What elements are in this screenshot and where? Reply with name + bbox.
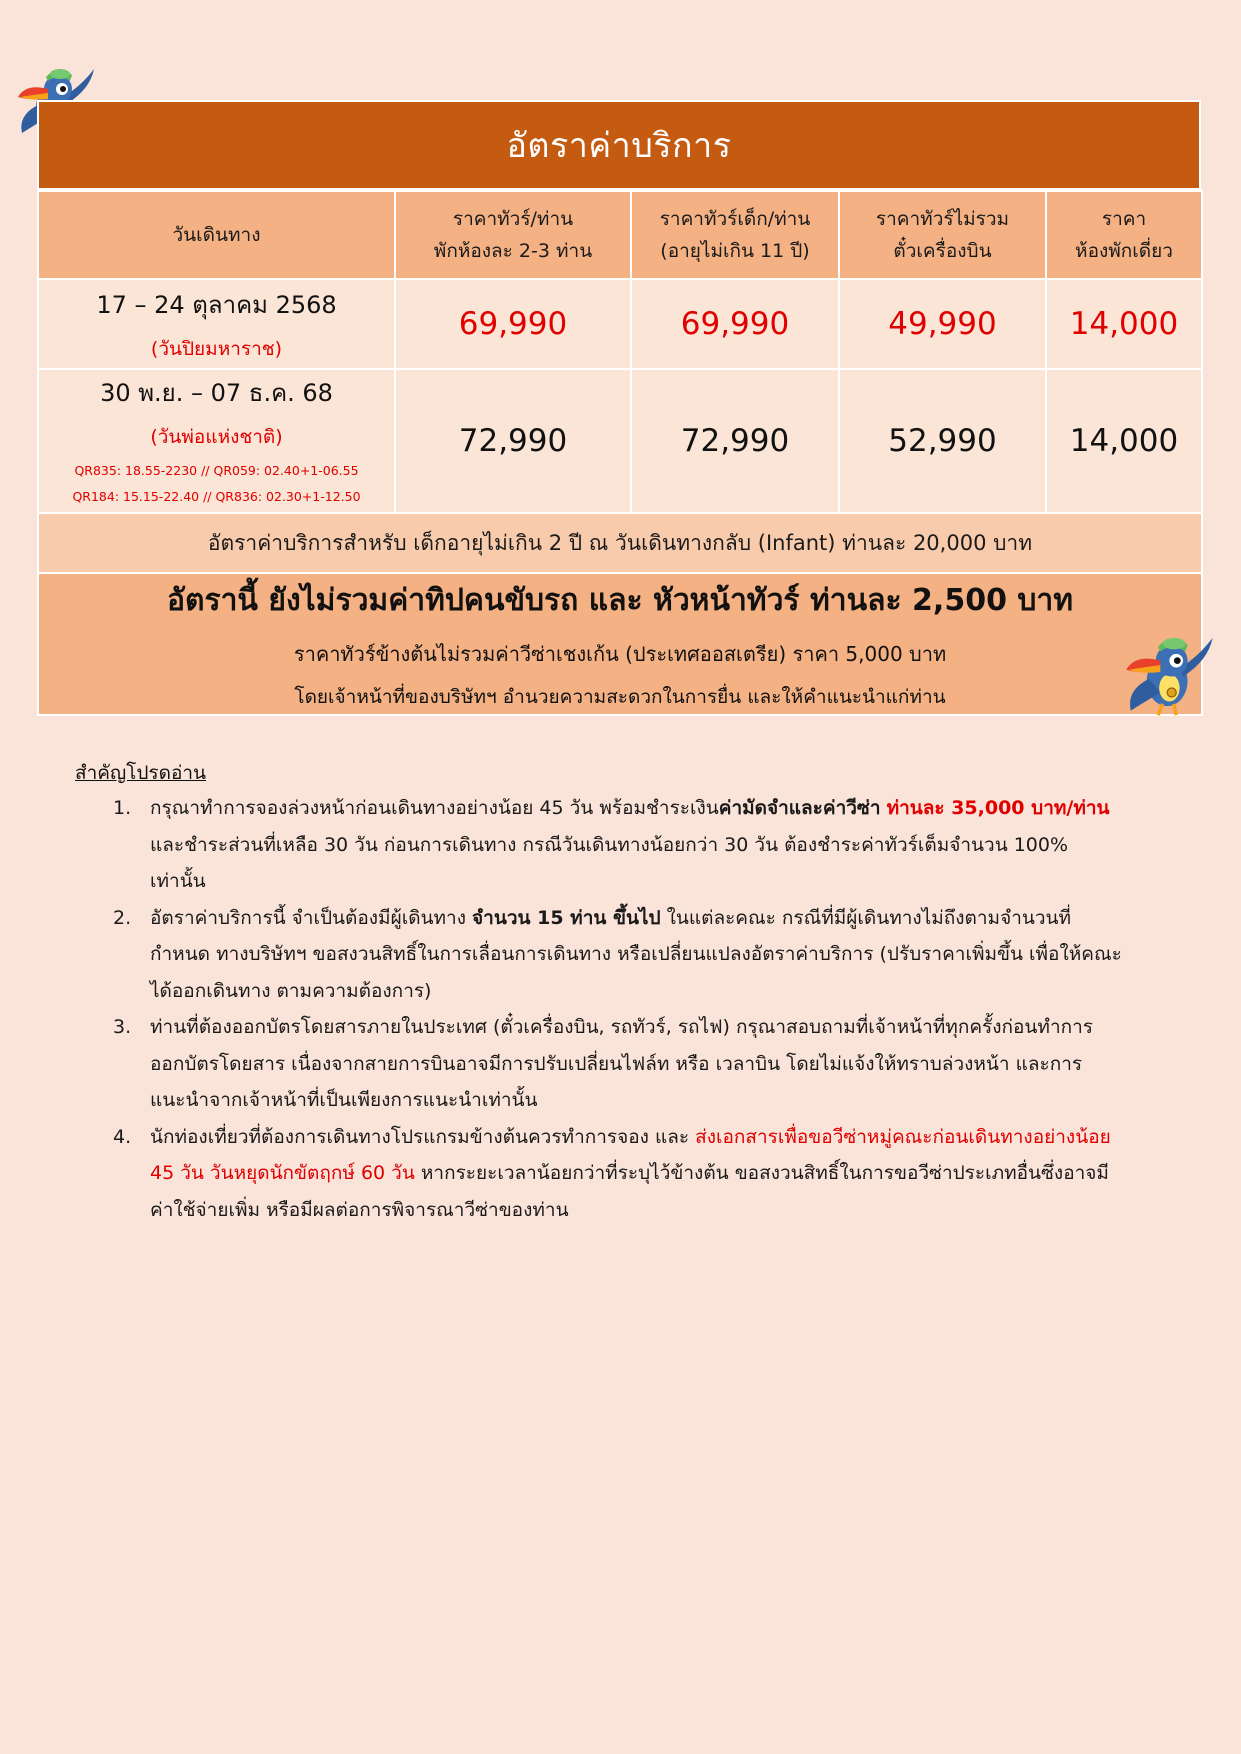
- no-flight-price: 49,990: [839, 279, 1046, 369]
- row-date-cell: [38, 279, 395, 369]
- adult-price: 72,990: [395, 369, 631, 513]
- pricing-title: อัตราค่าบริการ: [37, 100, 1201, 190]
- tip-note: อัตรานี้ ยังไม่รวมค่าทิปคนขับรถ และ หัวหน้าทัวร์ ท่านละ 2,500 บาท: [166, 582, 1074, 618]
- extra-cost-cell: [38, 573, 1202, 715]
- note-text: อัตราค่าบริการนี้ จำเป็นต้องมีผู้เดินทาง: [150, 906, 473, 929]
- adult-price: 69,990: [395, 279, 631, 369]
- note-highlight: ส่งเอกสารเพื่อขอวีซ่าหมู่คณะก่อนเดินทางอย่างน้อย 45 วัน วันหยุดนักขัตฤกษ์ 60 วัน: [150, 1125, 1111, 1184]
- note-text: นักท่องเที่ยวที่ต้องการเดินทางโปรแกรมข้างต้นควรทำการจอง และ: [150, 1125, 696, 1148]
- list-number: 3.: [113, 1016, 132, 1038]
- note-bold-text: จำนวน 15 ท่าน ขึ้นไป: [472, 906, 661, 929]
- staff-note: โดยเจ้าหน้าที่ของบริษัทฯ อำนวยความสะดวกในการยื่น และให้คำแนะนำแก่ท่าน: [294, 685, 946, 708]
- list-item: [108, 790, 1123, 900]
- note-text: และชำระส่วนที่เหลือ 30 วัน ก่อนการเดินทาง กรณีวันเดินทางน้อยกว่า 30 วัน ต้องชำระค่าทัวร์เต็มจำนวน 100% เท่านั้น: [150, 833, 1069, 892]
- header-child-price: ราคาทัวร์เด็ก/ท่าน (อายุไม่เกิน 11 ปี): [631, 191, 839, 279]
- extra-cost-row: [38, 573, 1202, 715]
- notes-list: [108, 790, 1123, 1228]
- note-text: หากระยะเวลาน้อยกว่าที่ระบุไว้ข้างต้น ขอสงวนสิทธิ์ในการขอวีซ่าประเภทอื่นซึ่งอาจมีค่าใช้จ่ายเพิ่ม หรือมีผลต่อการพิจารณาวีซ่าของท่าน: [150, 1162, 1109, 1221]
- header-no-flight-price: ราคาทัวร์ไม่รวม ตั๋วเครื่องบิน: [839, 191, 1046, 279]
- list-item: [108, 1009, 1123, 1119]
- list-item: [108, 1119, 1123, 1229]
- list-item: [108, 900, 1123, 1010]
- note-highlight: ท่านละ 35,000 บาท/ท่าน: [886, 797, 1110, 819]
- table-row: [38, 369, 1202, 513]
- table-row: [38, 279, 1202, 369]
- single-room-price: 14,000: [1046, 369, 1202, 513]
- single-room-price: 14,000: [1046, 279, 1202, 369]
- flight-info: QR184: 15.15-22.40 // QR836: 02.30+1-12.50: [72, 488, 361, 504]
- pricing-table: [37, 190, 1203, 716]
- travel-date: 30 พ.ย. – 07 ธ.ค. 68: [100, 378, 333, 407]
- note-bold-text: ค่ามัดจำและค่าวีซ่า: [718, 797, 881, 819]
- holiday-label: (วันพ่อแห่งชาติ): [150, 425, 283, 448]
- row-date-cell: [38, 369, 395, 513]
- no-flight-price: 52,990: [839, 369, 1046, 513]
- holiday-label: (วันปิยมหาราช): [150, 337, 283, 360]
- header-single-room: ราคา ห้องพักเดี่ยว: [1046, 191, 1202, 279]
- toucan-mascot-icon: [1113, 622, 1219, 722]
- header-date: วันเดินทาง: [38, 191, 395, 279]
- visa-note: ราคาทัวร์ข้างต้นไม่รวมค่าวีซ่าเชงเก้น (ประเทศออสเตรีย) ราคา 5,000 บาท: [293, 641, 947, 666]
- note-text: กรุณาทำการจองล่วงหน้าก่อนเดินทางอย่างน้อย 45 วัน พร้อมชำระเงิน: [150, 797, 719, 819]
- infant-note: อัตราค่าบริการสำหรับ เด็กอายุไม่เกิน 2 ปี ณ วันเดินทางกลับ (Infant) ท่านละ 20,000 บาท: [38, 513, 1202, 573]
- child-price: 72,990: [631, 369, 839, 513]
- note-text: ในแต่ละคณะ กรณีที่มีผู้เดินทางไม่ถึงตามจำนวนที่กำหนด ทางบริษัทฯ ขอสงวนสิทธิ์ในการเลื่อนการเดินทาง หรือเปลี่ยนแปลงอัตราค่าบริการ (ปรับราคาเพิ่มขึ้น เพื่อให้คณะได้ออกเดินทาง ตามความต้องการ): [150, 906, 1122, 1002]
- travel-date: 17 – 24 ตุลาคม 2568: [96, 290, 337, 319]
- child-price: 69,990: [631, 279, 839, 369]
- note-text: ท่านที่ต้องออกบัตรโดยสารภายในประเทศ (ตั๋วเครื่องบิน, รถทัวร์, รถไฟ) กรุณาสอบถามที่เจ้าหน้าที่ทุกครั้งก่อนทำการออกบัตรโดยสาร เนื่องจากสายการบินอาจมีการปรับเปลี่ยนไฟล์ท หรือ เวลาบิน โดยไม่แจ้งให้ทราบล่วงหน้า และการแนะนำจากเจ้าหน้าที่เป็นเพียงการแนะนำเท่านั้น: [150, 1016, 1093, 1111]
- list-number: 4.: [113, 1125, 132, 1148]
- pricing-table-block: [37, 100, 1201, 716]
- list-number: 2.: [113, 906, 132, 929]
- flight-info: QR835: 18.55-2230 // QR059: 02.40+1-06.55: [74, 462, 359, 478]
- notes-heading: สำคัญโปรดอ่าน: [75, 762, 207, 784]
- header-adult-price: ราคาทัวร์/ท่าน พักห้องละ 2-3 ท่าน: [395, 191, 631, 279]
- infant-note-row: [38, 513, 1202, 573]
- table-header-row: [38, 191, 1202, 279]
- list-number: 1.: [113, 797, 132, 819]
